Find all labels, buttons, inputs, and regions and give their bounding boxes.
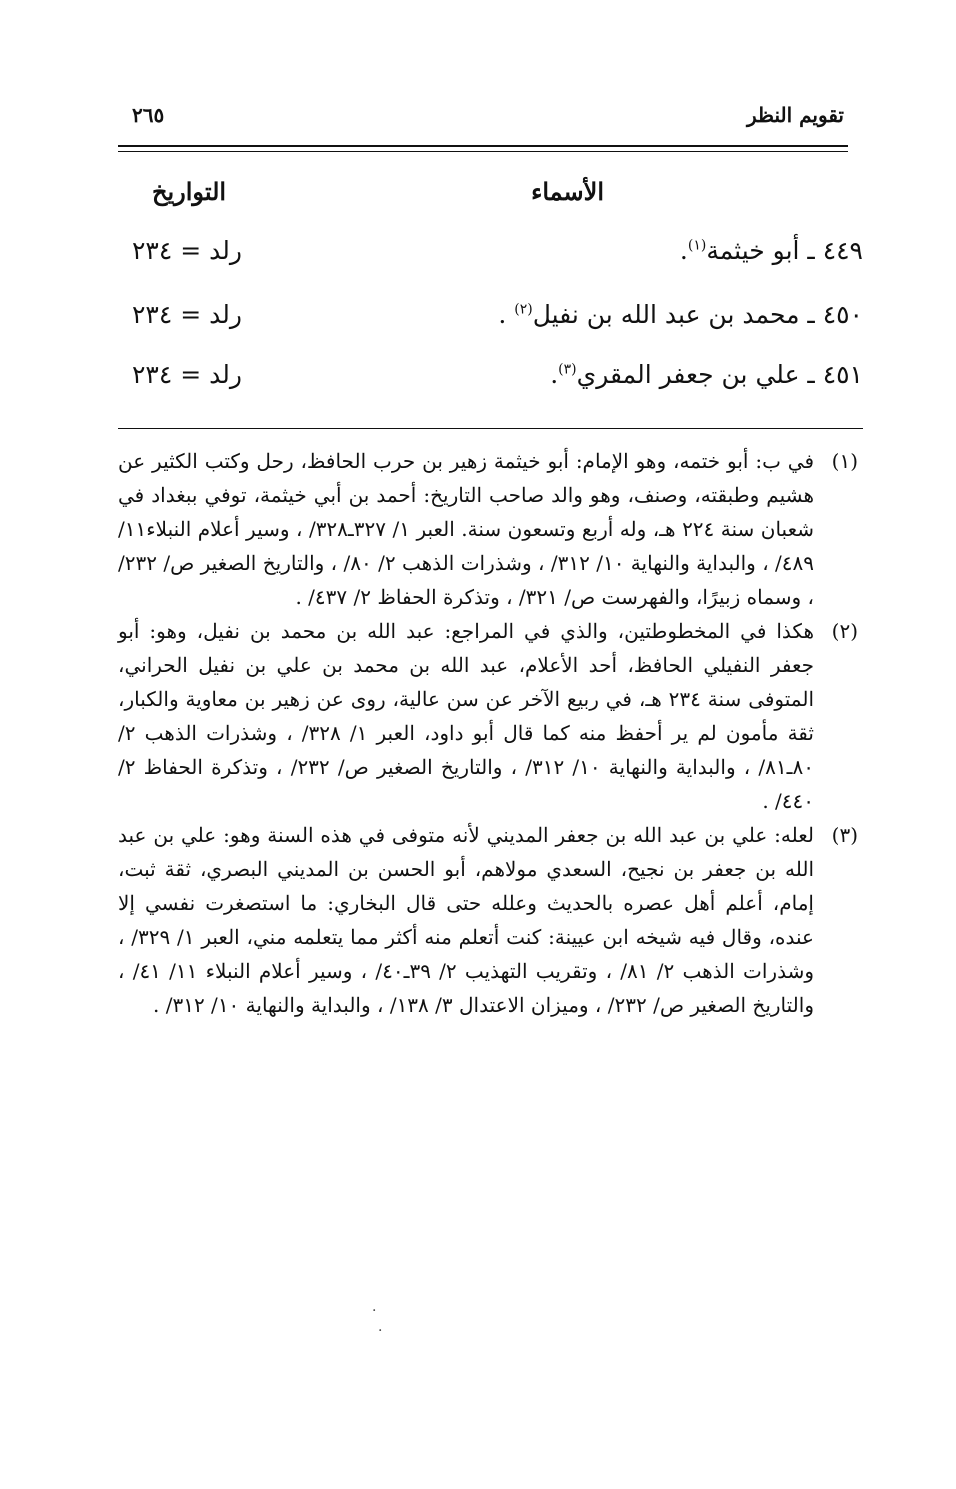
footnote-mark: (٣) <box>831 823 858 847</box>
footnote <box>118 818 858 1022</box>
footnote-text: لعله: علي بن عبد الله بن جعفر المديني لأنه متوفى في هذه السنة وهو: علي بن عبد الله بن جعفر بن نجيح، السعدي مولاهم، أبو الحسن بن المديني البصري، ثقة ثبت، إمام، أعلم أهل عصره بالحديث وعلله حتى قال البخاري: ما استصغرت نفسي إلا عنده، وقال فيه شيخه ابن عيينة: كنت أتعلم منه أكثر مما يتعلمه مني، العبر ١/ ٣٢٩/ ، وشذرات الذهب ٢/ ٨١/ ، وتقريب التهذيب ٢/ ٣٩ـ٤٠/ ، وسير أعلام النبلاء ١١/ ٤١/ ، والتاريخ الصغير ص/ ٢٣٢/ ، وميزان الاعتدال ٣/ ١٣٨/ ، والبداية والنهاية ١٠/ ٣١٢/ . <box>118 823 814 1017</box>
running-header-title: تقويم النظر <box>747 103 844 127</box>
entry-date: رلد = ٢٣٤ <box>132 236 242 265</box>
entry-date: رلد = ٢٣٤ <box>132 300 242 329</box>
footnote <box>118 614 858 818</box>
scan-speck: · <box>378 1323 383 1339</box>
footnotes <box>118 444 858 1022</box>
footnote-text: في ب: أبو ختمه، وهو الإمام: أبو خيثمة زهير بن حرب الحافظ، رحل وكتب الكثير عن هشيم وطبقته، وصنف، وهو والد صاحب التاريخ: أحمد بن أبي خيثمة، توفي ببغداد في شعبان سنة ٢٢٤ هـ، وله أربع وتسعون سنة. العبر ١/ ٣٢٧ـ٣٢٨/ ، وسير أعلام النبلاء١١/ ٤٨٩/ ، والبداية والنهاية ١٠/ ٣١٢/ ، وشذرات الذهب ٢/ ٨٠/ ، والتاريخ الصغير ص/ ٢٣٢/ ، وسماه زبيرًا، والفهرست ص/ ٣٢١/ ، وتذكرة الحفاظ ٢/ ٤٣٧/ . <box>118 449 815 609</box>
footnote-ref: (١) <box>687 237 707 254</box>
header-rule-thin <box>118 151 848 152</box>
table-row <box>118 236 863 280</box>
footnote-ref: (٢) <box>514 301 533 318</box>
entry-name: ٤٥٠ ـ محمد بن عبد الله بن نفيل$^{(٢)}$ . <box>498 300 863 329</box>
footnote-separator <box>118 428 863 429</box>
table-row <box>118 360 863 404</box>
footnote <box>118 444 858 614</box>
scan-speck: · <box>372 1303 377 1319</box>
table-row <box>118 300 863 344</box>
names-column-heading: الأسماء <box>531 177 604 206</box>
entry-name: ٤٤٩ ـ أبو خيثمة$^{(١)}$. <box>679 236 863 265</box>
footnote-mark: (٢) <box>831 619 858 643</box>
header-rule-thick <box>118 145 848 147</box>
footnote-ref: (٣) <box>558 361 577 378</box>
footnote-mark: (١) <box>831 449 858 473</box>
footnote-text: هكذا في المخطوطتين، والذي في المراجع: عبد الله بن محمد بن نفيل، وهو: أبو جعفر النفيلي الحافظ، أحد الأعلام، عبد الله بن محمد بن علي بن نفيل الحراني، المتوفى سنة ٢٣٤ هـ، في ربيع الآخر عن سن عالية، روى عن زهير بن معاوية والكبار، ثقة مأمون لم ير أحفظ منه كما قال أبو داود، العبر ١/ ٣٢٨/ ، وشذرات الذهب ٢/ ٨٠ـ٨١/ ، والبداية والنهاية ١٠/ ٣١٢/ ، والتاريخ الصغير ص/ ٢٣٢/ ، وتذكرة الحفاظ ٢/ ٤٤٠/ . <box>118 619 815 813</box>
entry-date: رلد = ٢٣٤ <box>132 360 242 389</box>
entry-name: ٤٥١ ـ علي بن جعفر المقري$^{(٣)}$. <box>550 360 863 389</box>
page-number: ٢٦٥ <box>132 103 165 127</box>
dates-column-heading: التواريخ <box>152 177 227 206</box>
